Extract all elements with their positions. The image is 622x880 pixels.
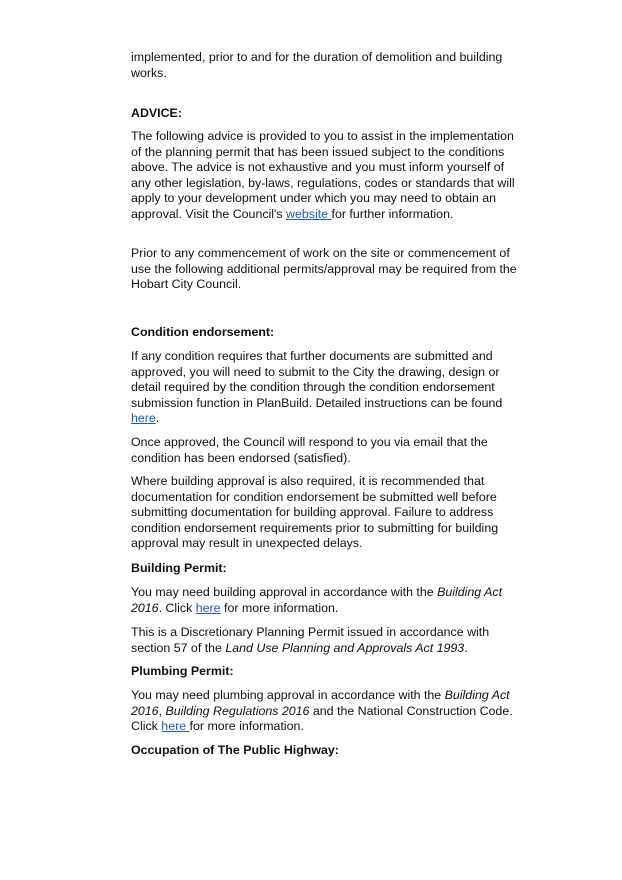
advice-paragraph-1 xyxy=(131,129,523,223)
public-highway-heading: Occupation of The Public Highway: xyxy=(131,743,339,757)
advice-heading: ADVICE: xyxy=(131,106,182,120)
plumbing-text-sep: , xyxy=(158,703,166,718)
building-text-2a: This is a Discretionary Planning Permit issued in accordance with section 57 of the xyxy=(131,625,490,655)
condition-text-3: Where building approval is also required, it is recommended that documentation for condition endorsement be submitted well before submitting documentation for building approval. Failure to address condition endorsement requirements prior to submitting for building approval may result in unexpected delays. xyxy=(131,474,499,551)
building-text-1c: for more information. xyxy=(220,600,339,615)
plumbing-info-link[interactable]: here xyxy=(161,719,190,734)
advice-text-2: Prior to any commencement of work on the site or commencement of use the following additional permits/approval may be required from the Hobart City Council. xyxy=(131,246,517,292)
intro-paragraph xyxy=(131,50,523,81)
condition-instructions-link[interactable]: here xyxy=(131,411,156,426)
building-permit-heading: Building Permit: xyxy=(131,561,227,575)
advice-text-1b: for further information. xyxy=(331,206,454,221)
building-act-title: Building Act 2016 xyxy=(131,585,503,615)
condition-text-1a: If any condition requires that further documents are submitted and approved, you will need to submit to the City the drawing, design or detail required by the condition through the condition endorsement submission function in PlanBuild. Detailed instructions can be found xyxy=(131,349,503,410)
condition-endorsement-heading: Condition endorsement: xyxy=(131,325,275,339)
website-link[interactable]: website xyxy=(286,206,332,221)
planning-act-title: Land Use Planning and Approvals Act 1993 xyxy=(225,640,465,655)
condition-paragraph-3 xyxy=(131,474,523,552)
plumbing-text-c: for more information. xyxy=(189,719,304,734)
intro-text: implemented, prior to and for the duration of demolition and building works. xyxy=(131,50,503,80)
advice-paragraph-2 xyxy=(131,246,523,293)
building-paragraph-2 xyxy=(131,625,523,656)
building-text-1b: . Click xyxy=(158,600,196,615)
plumbing-text-b: and the National Construction Code. Click xyxy=(131,703,513,734)
condition-text-2: Once approved, the Council will respond to you via email that the condition has been endorsed (satisfied). xyxy=(131,435,488,465)
plumbing-paragraph xyxy=(131,688,523,735)
advice-text-1a: The following advice is provided to you to assist in the implementation of the planning permit that has been issued subject to the conditions above. The advice is not exhaustive and you must inform yourself of any other legislation, by-laws, regulations, codes or standards that will apply to your development under which you may need to obtain an approval. Visit the Council's xyxy=(131,129,515,221)
building-paragraph-1 xyxy=(131,585,523,616)
building-regulations-title: Building Regulations 2016 xyxy=(165,703,310,718)
building-text-1a: You may need building approval in accordance with the xyxy=(131,585,438,599)
plumbing-building-act-title: Building Act 2016 xyxy=(131,688,510,718)
condition-paragraph-1 xyxy=(131,349,523,427)
building-info-link[interactable]: here xyxy=(195,600,221,615)
plumbing-text-a: You may need plumbing approval in accordance with the xyxy=(131,688,445,702)
plumbing-permit-heading: Plumbing Permit: xyxy=(131,664,234,678)
building-text-2b: . xyxy=(464,640,468,655)
condition-text-1b: . xyxy=(155,411,160,426)
condition-paragraph-2 xyxy=(131,435,523,466)
